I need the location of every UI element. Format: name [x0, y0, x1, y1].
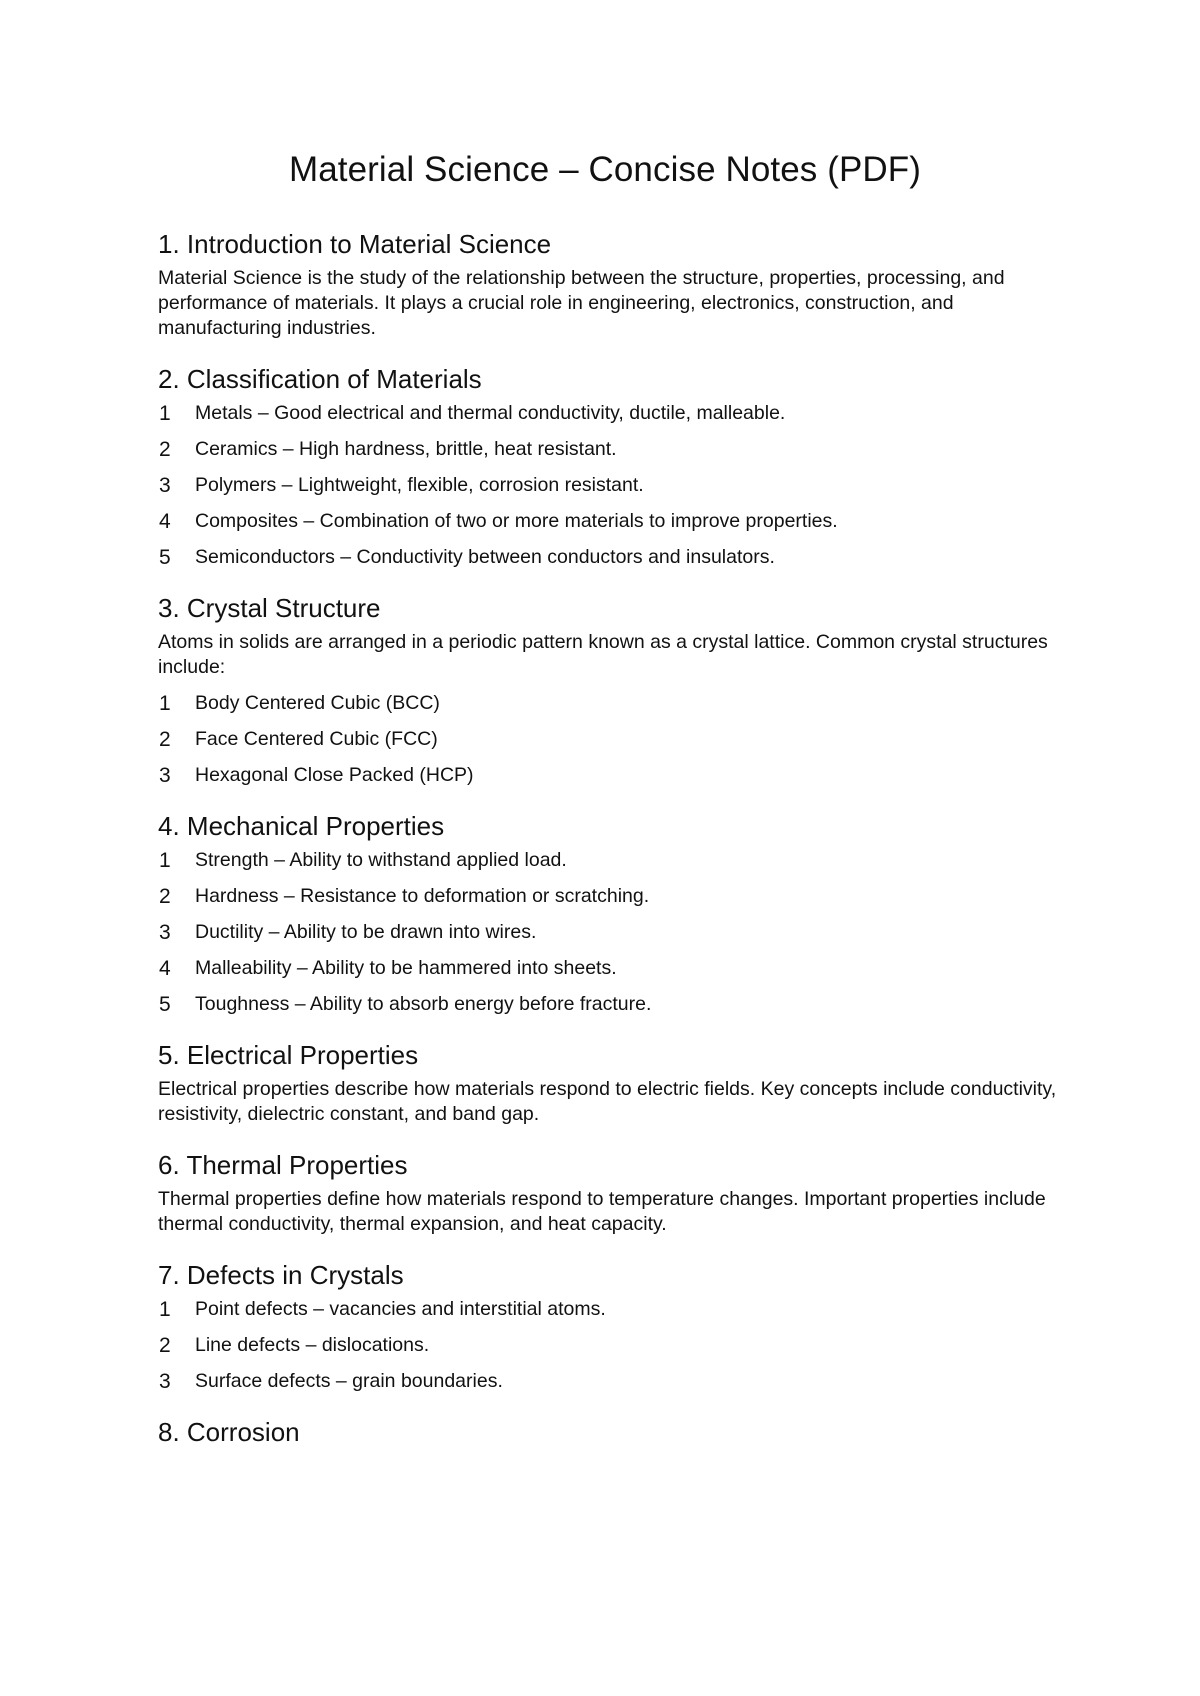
- section-crystal-structure: [158, 592, 1058, 788]
- list-item: [158, 848, 1058, 873]
- section-classification: [158, 363, 1058, 570]
- section-paragraph: Thermal properties define how materials respond to temperature changes. Important properties include thermal conductivity, thermal expansion, and heat capacity.: [158, 1188, 1046, 1235]
- list-text: Face Centered Cubic (FCC): [195, 728, 438, 750]
- list-text: Point defects – vacancies and interstitial atoms.: [195, 1298, 606, 1320]
- section-heading: 5. Electrical Properties: [158, 1040, 419, 1070]
- list-item: [158, 509, 1058, 534]
- list-item: [158, 691, 1058, 716]
- list-number: 3: [159, 921, 171, 944]
- numbered-list: [158, 401, 1058, 570]
- list-number: 1: [159, 849, 171, 872]
- list-text: Polymers – Lightweight, flexible, corrosion resistant.: [195, 474, 644, 496]
- list-number: 2: [159, 1334, 171, 1357]
- list-number: 1: [159, 1298, 171, 1321]
- list-item: [158, 437, 1058, 462]
- numbered-list: [158, 691, 1058, 788]
- list-text: Line defects – dislocations.: [195, 1334, 430, 1356]
- list-text: Malleability – Ability to be hammered into sheets.: [195, 957, 617, 979]
- list-text: Strength – Ability to withstand applied load.: [195, 849, 567, 871]
- section-paragraph: Atoms in solids are arranged in a periodic pattern known as a crystal lattice. Common crystal structures include:: [158, 631, 1048, 678]
- section-electrical-properties: [158, 1039, 1058, 1127]
- list-text: Hardness – Resistance to deformation or scratching.: [195, 885, 650, 907]
- numbered-list: [158, 848, 1058, 1017]
- list-item: [158, 1297, 1058, 1322]
- list-number: 2: [159, 438, 171, 461]
- list-item: [158, 920, 1058, 945]
- section-corrosion: [158, 1416, 1058, 1448]
- list-item: [158, 992, 1058, 1017]
- list-item: [158, 884, 1058, 909]
- section-paragraph: Electrical properties describe how materials respond to electric fields. Key concepts include conductivity, resistivity, dielectric constant, and band gap.: [158, 1078, 1057, 1125]
- list-text: Surface defects – grain boundaries.: [195, 1370, 503, 1392]
- list-number: 4: [159, 510, 171, 533]
- list-number: 5: [159, 993, 171, 1016]
- section-heading: 4. Mechanical Properties: [158, 811, 445, 841]
- section-heading: 1. Introduction to Material Science: [158, 229, 552, 259]
- list-number: 1: [159, 692, 171, 715]
- list-text: Ductility – Ability to be drawn into wires.: [195, 921, 537, 943]
- list-item: [158, 1369, 1058, 1394]
- list-number: 3: [159, 474, 171, 497]
- section-paragraph: Material Science is the study of the relationship between the structure, properties, processing, and performance of materials. It plays a crucial role in engineering, electronics, construction, and manufacturing industries.: [158, 267, 1005, 339]
- list-number: 3: [159, 764, 171, 787]
- section-heading: 6. Thermal Properties: [158, 1150, 408, 1180]
- list-text: Body Centered Cubic (BCC): [195, 692, 440, 714]
- numbered-list: [158, 1297, 1058, 1394]
- list-item: [158, 727, 1058, 752]
- list-number: 2: [159, 728, 171, 751]
- list-number: 4: [159, 957, 171, 980]
- list-item: [158, 763, 1058, 788]
- list-text: Toughness – Ability to absorb energy before fracture.: [195, 993, 652, 1015]
- section-defects-in-crystals: [158, 1259, 1058, 1394]
- list-text: Metals – Good electrical and thermal conductivity, ductile, malleable.: [195, 402, 786, 424]
- document-content: [158, 150, 1058, 1470]
- section-heading: 3. Crystal Structure: [158, 593, 381, 623]
- list-number: 1: [159, 402, 171, 425]
- list-text: Hexagonal Close Packed (HCP): [195, 764, 474, 786]
- list-number: 3: [159, 1370, 171, 1393]
- section-introduction: [158, 228, 1058, 341]
- list-item: [158, 545, 1058, 570]
- section-thermal-properties: [158, 1149, 1058, 1237]
- list-number: 5: [159, 546, 171, 569]
- list-item: [158, 1333, 1058, 1358]
- list-item: [158, 473, 1058, 498]
- list-number: 2: [159, 885, 171, 908]
- list-text: Ceramics – High hardness, brittle, heat resistant.: [195, 438, 617, 460]
- list-item: [158, 401, 1058, 426]
- section-mechanical-properties: [158, 810, 1058, 1017]
- list-item: [158, 956, 1058, 981]
- section-heading: 2. Classification of Materials: [158, 364, 482, 394]
- section-heading: 8. Corrosion: [158, 1417, 300, 1447]
- section-heading: 7. Defects in Crystals: [158, 1260, 404, 1290]
- list-text: Composites – Combination of two or more materials to improve properties.: [195, 510, 838, 532]
- document-title: Material Science – Concise Notes (PDF): [288, 150, 922, 189]
- list-text: Semiconductors – Conductivity between conductors and insulators.: [195, 546, 775, 568]
